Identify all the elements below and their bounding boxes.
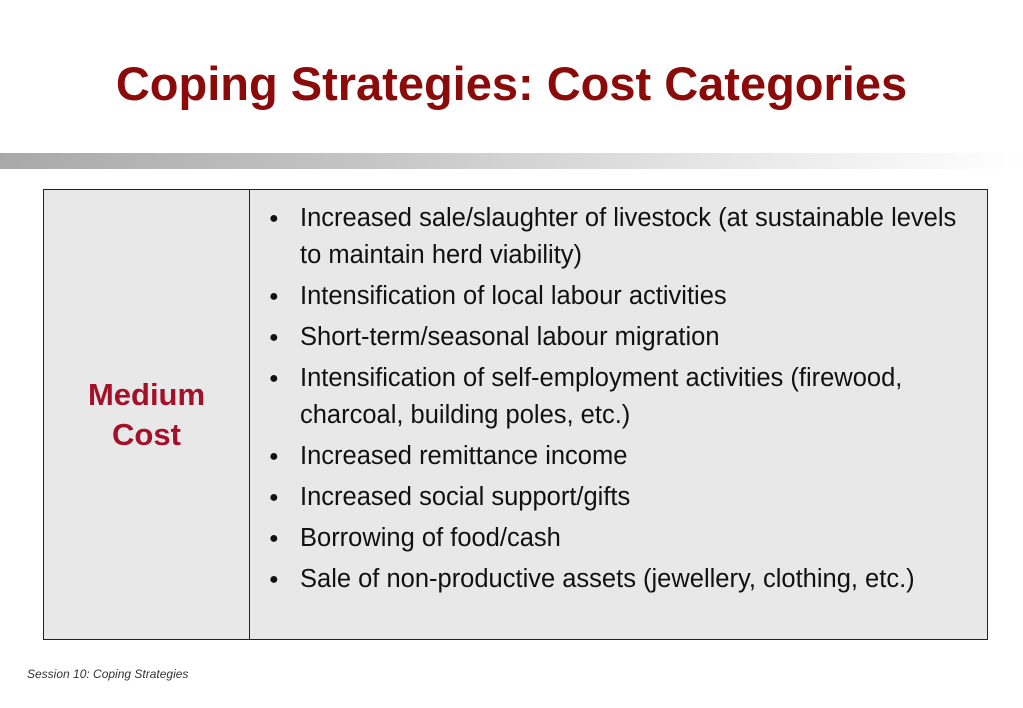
slide-title: Coping Strategies: Cost Categories — [115, 57, 908, 110]
strategy-item — [260, 520, 977, 557]
title-divider — [0, 153, 1023, 169]
strategy-text: Sale of non-productive assets (jewellery, clothing, etc.) — [300, 565, 915, 593]
bullet-icon: ● — [269, 448, 279, 465]
bullet-icon: ● — [269, 530, 279, 547]
strategies-cell — [250, 190, 987, 639]
strategy-text: Increased sale/slaughter of livestock (at sustainable levels to maintain herd viability) — [300, 204, 957, 269]
bullet-icon: ● — [269, 329, 279, 346]
strategy-item — [260, 438, 977, 475]
category-label: Medium Cost — [87, 376, 206, 452]
strategy-text: Intensification of local labour activities — [300, 282, 727, 310]
strategy-text: Borrowing of food/cash — [300, 524, 561, 552]
strategy-text: Intensification of self-employment activities (firewood, charcoal, building poles, etc.) — [300, 364, 903, 429]
strategy-item — [260, 561, 977, 598]
strategy-list — [260, 200, 977, 598]
strategy-item — [260, 319, 977, 356]
bullet-icon: ● — [269, 571, 279, 588]
bullet-icon: ● — [269, 489, 279, 506]
footer-session-label: Session 10: Coping Strategies — [27, 667, 189, 681]
category-cell — [44, 190, 250, 639]
strategy-item — [260, 278, 977, 315]
strategy-text: Increased remittance income — [300, 442, 628, 470]
strategy-text: Short-term/seasonal labour migration — [300, 323, 720, 351]
bullet-icon: ● — [269, 288, 279, 305]
cost-category-table — [43, 189, 988, 640]
strategy-text: Increased social support/gifts — [300, 483, 631, 511]
bullet-icon: ● — [269, 210, 279, 227]
bullet-icon: ● — [269, 370, 279, 387]
strategy-item — [260, 479, 977, 516]
strategy-item — [260, 360, 977, 434]
strategy-item — [260, 200, 977, 274]
